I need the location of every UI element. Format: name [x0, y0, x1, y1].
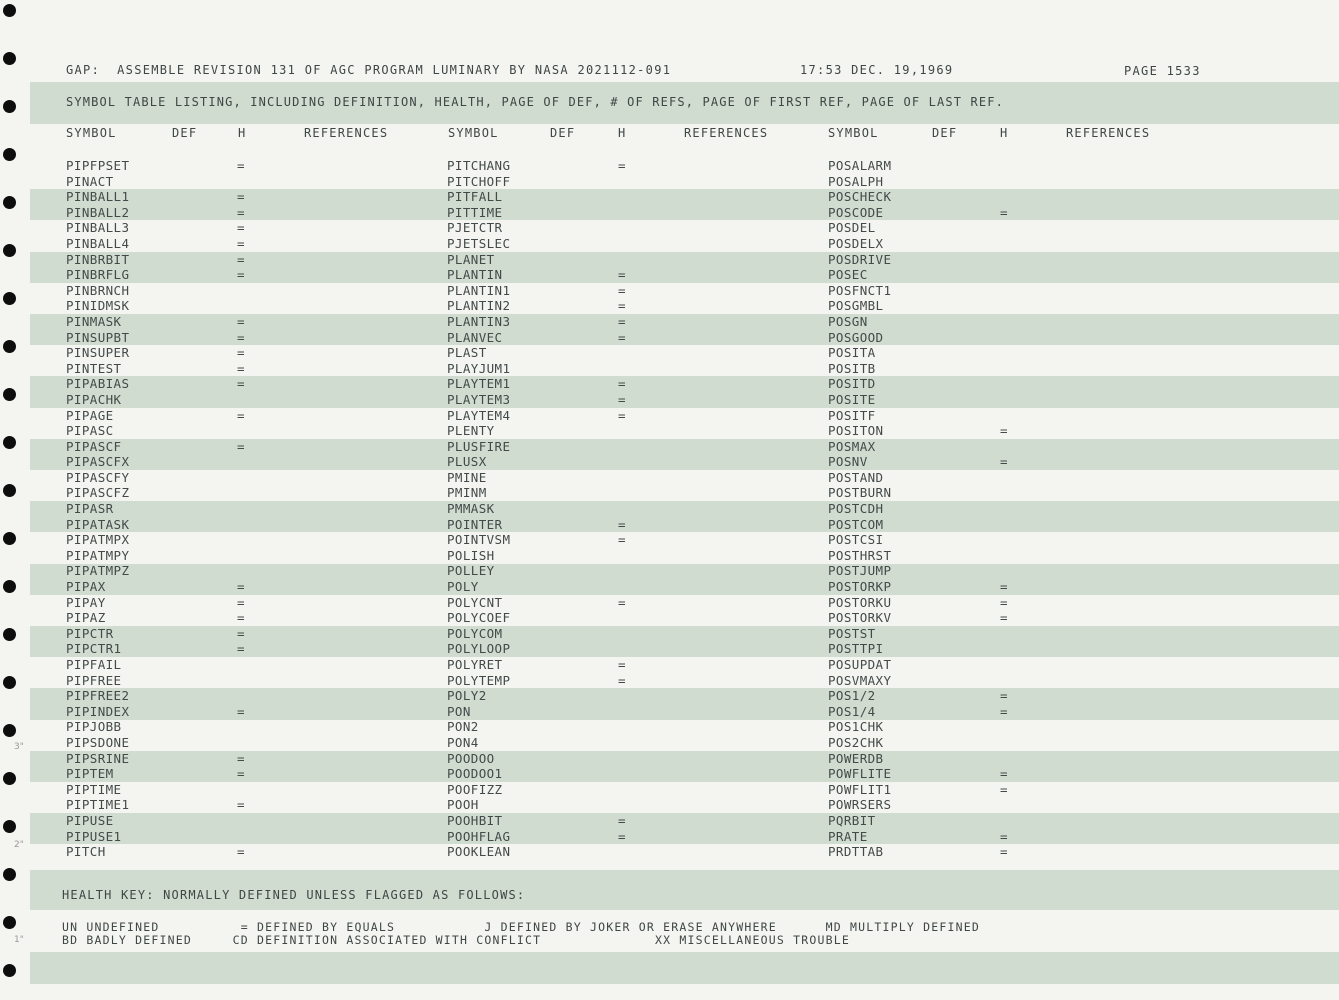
symbol-name: PIPJOBB — [66, 719, 122, 735]
symbol-name: POWFLITE — [828, 766, 892, 782]
column-header-health: H — [618, 126, 627, 140]
greenbar-band — [30, 252, 1339, 283]
symbol-name: PITCHANG — [447, 158, 511, 173]
column-header-symbol: SYMBOL — [66, 126, 117, 140]
symbol-name: PIPTIME — [66, 781, 122, 797]
health-flag: = — [618, 657, 626, 672]
column-header-def: DEF — [932, 126, 958, 140]
symbol-name: POSDRIVE — [828, 251, 892, 267]
symbol-name: PINSUPBT — [66, 329, 130, 345]
feed-hole — [3, 4, 16, 17]
health-flag: = — [618, 158, 626, 173]
feed-hole — [3, 820, 16, 833]
symbol-name: POS1/2 — [828, 688, 876, 704]
symbol-name: PON2 — [447, 719, 479, 735]
symbol-name: POSTBURN — [828, 485, 892, 501]
health-flag: = — [237, 313, 245, 329]
symbol-name: POSEC — [828, 267, 868, 283]
feed-hole — [3, 964, 16, 977]
symbol-name: PIPATMPX — [66, 532, 130, 548]
greenbar-band — [30, 952, 1339, 984]
symbol-name: POWERDB — [828, 750, 884, 766]
greenbar-band — [30, 439, 1339, 470]
symbol-name: POSGMBL — [828, 298, 884, 314]
health-flag: = — [1000, 594, 1008, 610]
health-flag: = — [618, 828, 626, 844]
symbol-name: PIPFREE — [66, 672, 122, 688]
listing-time: 17:53 DEC. 19,1969 — [800, 63, 954, 77]
column-header-references: REFERENCES — [684, 126, 769, 140]
greenbar-band — [30, 626, 1339, 657]
symbol-name: PLANTIN3 — [447, 313, 511, 329]
health-flag: = — [1000, 423, 1008, 439]
symbol-name: PLAYTEM1 — [447, 376, 511, 392]
feed-hole — [3, 100, 16, 113]
health-flag: = — [1000, 454, 1008, 470]
health-flag: = — [237, 703, 245, 719]
column-header-symbol: SYMBOL — [448, 126, 499, 140]
symbol-name: PIPAY — [66, 594, 106, 610]
symbol-name: POINTVSM — [447, 532, 511, 548]
symbol-name: PLAYTEM4 — [447, 407, 511, 423]
symbol-name: POSUPDAT — [828, 657, 892, 672]
symbol-name: POSFNCT1 — [828, 282, 892, 298]
feed-hole — [3, 868, 16, 881]
symbol-name: PIPCTR — [66, 625, 114, 641]
symbol-name: POLYCOM — [447, 625, 503, 641]
symbol-name: POSTTPI — [828, 641, 884, 657]
symbol-name: POSTCDH — [828, 501, 884, 517]
feed-hole — [3, 676, 16, 689]
greenbar-band — [30, 751, 1339, 782]
symbol-name: PIPUSE1 — [66, 828, 122, 844]
health-flag: = — [618, 672, 626, 688]
health-flag: = — [618, 267, 626, 283]
symbol-name: POLY — [447, 579, 479, 595]
listing-title: GAP: ASSEMBLE REVISION 131 OF AGC PROGRAM LUMINARY BY NASA 2021112-091 — [66, 63, 672, 77]
symbol-name: PIPASCFZ — [66, 485, 130, 501]
feed-hole — [3, 148, 16, 161]
greenbar-band — [30, 501, 1339, 532]
symbol-name: PIPAX — [66, 579, 106, 595]
health-flag: = — [237, 610, 245, 626]
symbol-name: POS1/4 — [828, 703, 876, 719]
health-flag: = — [618, 313, 626, 329]
symbol-name: POSVMAXY — [828, 672, 892, 688]
symbol-name: PIPASR — [66, 501, 114, 517]
symbol-name: POLISH — [447, 547, 495, 563]
symbol-name: PIPATASK — [66, 516, 130, 532]
symbol-name: PMINM — [447, 485, 487, 501]
margin-mark: 3" — [14, 742, 24, 752]
symbol-name: PIPFAIL — [66, 657, 122, 672]
health-flag: = — [237, 329, 245, 345]
symbol-name: PLENTY — [447, 423, 495, 439]
health-flag: = — [237, 251, 245, 267]
column-header-def: DEF — [172, 126, 198, 140]
symbol-name: PIPAGE — [66, 407, 114, 423]
symbol-name: PMINE — [447, 469, 487, 485]
feed-hole — [3, 628, 16, 641]
symbol-name: PLAYJUM1 — [447, 360, 511, 376]
column-header-health: H — [238, 126, 247, 140]
symbol-name: POLYTEMP — [447, 672, 511, 688]
health-flag: = — [1000, 610, 1008, 626]
greenbar-band — [30, 813, 1339, 844]
feed-hole — [3, 484, 16, 497]
health-flag: = — [618, 594, 626, 610]
symbol-name: POWFLIT1 — [828, 781, 892, 797]
symbol-name: PITCH — [66, 844, 106, 860]
health-flag: = — [1000, 204, 1008, 220]
symbol-name: POSTJUMP — [828, 563, 892, 579]
feed-hole — [3, 196, 16, 209]
symbol-name: PON4 — [447, 734, 479, 750]
symbol-name: PIPFREE2 — [66, 688, 130, 704]
symbol-name: POLYLOOP — [447, 641, 511, 657]
symbol-name: PIPAZ — [66, 610, 106, 626]
page-number: PAGE 1533 — [1124, 64, 1201, 78]
margin-mark: 2" — [14, 840, 24, 850]
greenbar-band — [30, 564, 1339, 595]
symbol-name: POSCHECK — [828, 189, 892, 205]
symbol-name: PIPINDEX — [66, 703, 130, 719]
health-flag: = — [237, 189, 245, 205]
symbol-name: PINIDMSK — [66, 298, 130, 314]
symbol-name: POINTER — [447, 516, 503, 532]
symbol-name: POSITD — [828, 376, 876, 392]
health-flag: = — [618, 298, 626, 314]
feed-hole — [3, 916, 16, 929]
symbol-name: PLANVEC — [447, 329, 503, 345]
tractor-feed-holes — [0, 0, 24, 1000]
health-flag: = — [618, 329, 626, 345]
health-key-line-2: BD BADLY DEFINED CD DEFINITION ASSOCIATED WITH CONFLICT XX MISCELLANEOUS TROUBLE — [62, 933, 850, 947]
feed-hole — [3, 292, 16, 305]
symbol-name: POSALPH — [828, 173, 884, 189]
column-header-symbol: SYMBOL — [828, 126, 879, 140]
symbol-name: POSNV — [828, 454, 868, 470]
symbol-name: POSTAND — [828, 469, 884, 485]
symbol-name: PIPASCFY — [66, 469, 130, 485]
symbol-name: PITTIME — [447, 204, 503, 220]
symbol-name: PIPACHK — [66, 391, 122, 407]
health-flag: = — [618, 407, 626, 423]
health-flag: = — [237, 641, 245, 657]
column-header-references: REFERENCES — [304, 126, 389, 140]
health-flag: = — [237, 797, 245, 813]
symbol-name: PLANTIN — [447, 267, 503, 283]
listing-subtitle: SYMBOL TABLE LISTING, INCLUDING DEFINITION, HEALTH, PAGE OF DEF, # OF REFS, PAGE OF FIRST REF, PAGE OF LAST REF. — [66, 95, 1004, 109]
symbol-name: POOH — [447, 797, 479, 813]
symbol-name: PINTEST — [66, 360, 122, 376]
symbol-name: PINBRBIT — [66, 251, 130, 267]
health-flag: = — [1000, 703, 1008, 719]
symbol-name: POOKLEAN — [447, 844, 511, 860]
symbol-name: PJETSLEC — [447, 235, 511, 251]
feed-hole — [3, 724, 16, 737]
symbol-name: POS2CHK — [828, 734, 884, 750]
health-flag: = — [1000, 828, 1008, 844]
health-flag: = — [237, 844, 245, 860]
symbol-name: PINACT — [66, 173, 114, 189]
symbol-name: POOHFLAG — [447, 828, 511, 844]
feed-hole — [3, 244, 16, 257]
symbol-name: PLAYTEM3 — [447, 391, 511, 407]
column-header-references: REFERENCES — [1066, 126, 1151, 140]
symbol-name: POSGOOD — [828, 329, 884, 345]
symbol-name: POODOO1 — [447, 766, 503, 782]
symbol-name: POSDELX — [828, 235, 884, 251]
health-flag: = — [1000, 781, 1008, 797]
health-flag: = — [237, 594, 245, 610]
symbol-name: PIPUSE — [66, 812, 114, 828]
symbol-name: PLANTIN1 — [447, 282, 511, 298]
health-flag: = — [237, 267, 245, 283]
health-flag: = — [237, 579, 245, 595]
symbol-name: POSTORKV — [828, 610, 892, 626]
symbol-name: PLUSFIRE — [447, 438, 511, 454]
health-flag: = — [237, 438, 245, 454]
symbol-name: POWRSERS — [828, 797, 892, 813]
symbol-name: PINBALL1 — [66, 189, 130, 205]
health-flag: = — [237, 220, 245, 236]
feed-hole — [3, 436, 16, 449]
health-flag: = — [237, 360, 245, 376]
symbol-name: PINBRNCH — [66, 282, 130, 298]
health-flag: = — [618, 282, 626, 298]
symbol-name: POODOO — [447, 750, 495, 766]
symbol-name: POSTST — [828, 625, 876, 641]
symbol-name: POLYCNT — [447, 594, 503, 610]
symbol-name: POLYRET — [447, 657, 503, 672]
health-flag: = — [618, 391, 626, 407]
symbol-name: PINBRFLG — [66, 267, 130, 283]
symbol-name: POSTORKP — [828, 579, 892, 595]
feed-hole — [3, 580, 16, 593]
health-flag: = — [618, 812, 626, 828]
symbol-name: PIPFPSET — [66, 158, 130, 173]
symbol-name: POSDEL — [828, 220, 876, 236]
symbol-name: PLUSX — [447, 454, 487, 470]
symbol-name: PIPSRINE — [66, 750, 130, 766]
greenbar-band — [30, 376, 1339, 407]
feed-hole — [3, 52, 16, 65]
health-flag: = — [237, 750, 245, 766]
symbol-name: PINBALL3 — [66, 220, 130, 236]
health-flag: = — [237, 235, 245, 251]
symbol-name: PMMASK — [447, 501, 495, 517]
symbol-name: PINBALL2 — [66, 204, 130, 220]
symbol-name: PIPCTR1 — [66, 641, 122, 657]
health-key-title: HEALTH KEY: NORMALLY DEFINED UNLESS FLAGGED AS FOLLOWS: — [62, 888, 526, 902]
symbol-name: POSITON — [828, 423, 884, 439]
symbol-name: POSCODE — [828, 204, 884, 220]
symbol-name: PIPASC — [66, 423, 114, 439]
feed-hole — [3, 532, 16, 545]
health-flag: = — [237, 345, 245, 361]
symbol-name: POLY2 — [447, 688, 487, 704]
symbol-name: POLLEY — [447, 563, 495, 579]
symbol-name: PIPATMPZ — [66, 563, 130, 579]
health-flag: = — [237, 407, 245, 423]
symbol-name: PIPTIME1 — [66, 797, 130, 813]
symbol-name: POSITF — [828, 407, 876, 423]
symbol-name: PINSUPER — [66, 345, 130, 361]
health-flag: = — [1000, 688, 1008, 704]
feed-hole — [3, 340, 16, 353]
symbol-name: PLANET — [447, 251, 495, 267]
health-flag: = — [237, 204, 245, 220]
symbol-name: PLAST — [447, 345, 487, 361]
health-flag: = — [1000, 579, 1008, 595]
symbol-name: POS1CHK — [828, 719, 884, 735]
symbol-name: PON — [447, 703, 471, 719]
symbol-name: PINBALL4 — [66, 235, 130, 251]
feed-hole — [3, 388, 16, 401]
symbol-name: PIPABIAS — [66, 376, 130, 392]
symbol-name: POSTCOM — [828, 516, 884, 532]
column-header-def: DEF — [550, 126, 576, 140]
symbol-name: PJETCTR — [447, 220, 503, 236]
health-flag: = — [618, 376, 626, 392]
symbol-name: PRATE — [828, 828, 868, 844]
symbol-name: POOFIZZ — [447, 781, 503, 797]
health-flag: = — [1000, 844, 1008, 860]
health-flag: = — [1000, 766, 1008, 782]
symbol-name: PIPASCF — [66, 438, 122, 454]
symbol-name: POSTHRST — [828, 547, 892, 563]
greenbar-band — [30, 314, 1339, 345]
symbol-name: PQRBIT — [828, 812, 876, 828]
health-flag: = — [618, 532, 626, 548]
symbol-name: POSMAX — [828, 438, 876, 454]
health-key-line-1: UN UNDEFINED = DEFINED BY EQUALS J DEFINED BY JOKER OR ERASE ANYWHERE MD MULTIPLY DEFINED — [62, 920, 980, 934]
symbol-name: POSTORKU — [828, 594, 892, 610]
greenbar-band — [30, 688, 1339, 719]
feed-hole — [3, 772, 16, 785]
symbol-name: POSTCSI — [828, 532, 884, 548]
health-flag: = — [237, 625, 245, 641]
symbol-name: PIPATMPY — [66, 547, 130, 563]
symbol-name: PIPTEM — [66, 766, 114, 782]
symbol-name: PITCHOFF — [447, 173, 511, 189]
margin-mark: 1" — [14, 935, 24, 945]
symbol-name: POSITB — [828, 360, 876, 376]
symbol-name: POSALARM — [828, 158, 892, 173]
symbol-name: POSITE — [828, 391, 876, 407]
column-header-health: H — [1000, 126, 1009, 140]
symbol-name: POOHBIT — [447, 812, 503, 828]
symbol-name: PLANTIN2 — [447, 298, 511, 314]
greenbar-band — [30, 189, 1339, 220]
symbol-name: POLYCOEF — [447, 610, 511, 626]
health-flag: = — [618, 516, 626, 532]
symbol-name: PIPASCFX — [66, 454, 130, 470]
symbol-name: PINMASK — [66, 313, 122, 329]
symbol-name: PITFALL — [447, 189, 503, 205]
health-flag: = — [237, 766, 245, 782]
health-flag: = — [237, 158, 245, 173]
symbol-name: PRDTTAB — [828, 844, 884, 860]
health-flag: = — [237, 376, 245, 392]
symbol-name: POSITA — [828, 345, 876, 361]
symbol-name: PIPSDONE — [66, 734, 130, 750]
symbol-name: POSGN — [828, 313, 868, 329]
